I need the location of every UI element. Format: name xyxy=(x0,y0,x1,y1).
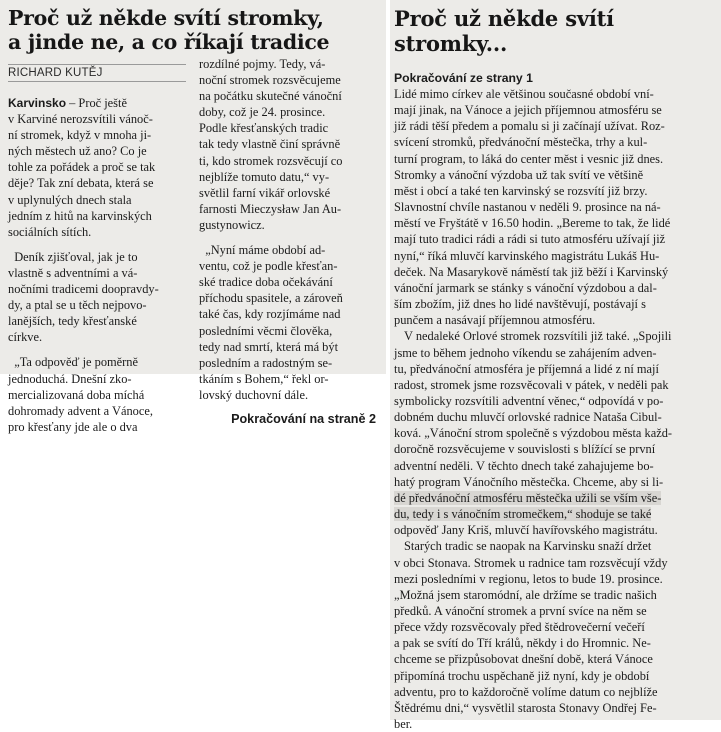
text-line: punčem a nasávají příjemnou atmosféru. xyxy=(394,313,596,328)
text-line: Slavnostní chvíle nastanou v neděli 9. prosince na ná- xyxy=(394,200,661,215)
text-line: Deník zjišťoval, jak je to xyxy=(14,249,138,264)
text-line: hatý program Vánočního městečka. Chceme, aby si li- xyxy=(394,474,664,489)
text-line: dé předvánoční atmosféru městečka užili se vším vše- xyxy=(394,490,662,505)
paragraph xyxy=(199,242,376,403)
text-line: Stromky a vánoční výzdoba už tak svítí ve většině xyxy=(394,167,644,182)
text-line: adventní neděli. V těchto dnech také zahajujeme bo- xyxy=(394,458,654,473)
headline-continuation xyxy=(394,6,715,56)
headline-line: Proč už někde svítí stromky, xyxy=(8,6,324,30)
text-line: předků. A vánoční stromek a první svíce na něm se xyxy=(394,604,647,618)
text-line: jednoduchá. Dnešní zko- xyxy=(8,371,132,386)
paragraph-lead xyxy=(8,95,185,240)
text-line: v Karviné nerozsvítili vánoč- xyxy=(8,112,153,127)
text-line: lovský duchovní dále. xyxy=(199,387,309,402)
text-line: radost, stromek jsme rozsvěcovali v pátek, v neděli pak xyxy=(394,377,669,392)
text-line: Štědrému dni,“ vysvětlil starosta Stonavy Ondřej Fe- xyxy=(394,700,657,715)
headline-line: Proč už někde svítí xyxy=(394,6,614,31)
headline-line: stromky... xyxy=(394,31,508,56)
article-clip-continuation xyxy=(390,0,721,732)
text-line: ber. xyxy=(394,717,413,732)
text-line: v uplynulých dnech stala xyxy=(8,192,132,207)
paragraph xyxy=(394,328,715,538)
text-line: také čas, kdy rozjímáme nad xyxy=(199,307,341,322)
text-line: Starých tradic se naopak na Karvinsku snaží držet xyxy=(404,539,652,554)
paragraph xyxy=(8,354,185,434)
text-line: ných městech už ano? Co je xyxy=(8,144,147,159)
text-line: doročně rozsvěcujeme v souvislosti s blížící se první xyxy=(394,442,656,457)
text-line: tu, předvánoční atmosféra je příjemná a lidé z ní mají xyxy=(394,361,659,376)
location-label: Karvinsko xyxy=(8,96,67,110)
paragraph xyxy=(199,56,376,233)
text-line: vlastně s adventními a vá- xyxy=(8,265,138,280)
text-line: posledními věcmi člověka, xyxy=(199,323,333,338)
text-line: farnosti Mieczysław Jan Au- xyxy=(199,201,342,216)
text-line: ším zbožím, již dnes ho lidé navštěvují, postávají s xyxy=(394,297,646,312)
text-line: nočními tradicemi doopravdy- xyxy=(8,282,159,297)
text-line: posledním a radostným se- xyxy=(199,355,333,370)
text-line: mercializovaná doba míchá xyxy=(8,387,145,402)
text-line: dohromady advent a Vánoce, xyxy=(8,403,153,418)
paragraph xyxy=(394,86,715,328)
continued-label: Pokračování na straně 2 xyxy=(231,411,376,426)
text-line: mají tuto tradici rádi a rádi si tuto atmosféru užívají již xyxy=(394,232,666,247)
text-line: rozdílné pojmy. Tedy, vá- xyxy=(199,57,326,71)
text-line: v obci Stonava. Stromek u radnice tam rozsvěcují vždy xyxy=(394,555,668,570)
text-line: symbolicky rozsvítili adventní věnec,“ odpovídá v po- xyxy=(394,393,664,408)
text-line: tak tedy vlastně činí správně xyxy=(199,137,341,152)
text-line: příchodu spasitele, a zároveň xyxy=(199,291,343,306)
text-line: du, tedy i s vánočním stromečkem,“ shoduje se také xyxy=(394,507,652,522)
article-column-2 xyxy=(199,56,376,435)
text-line: deček. Na Masarykově náměstí tak již běží i Karvinský xyxy=(394,264,669,279)
text-line: ti, kdo stromek rozsvěcují co xyxy=(199,153,343,168)
text-line: jedním z hitů na karvinských xyxy=(8,208,152,223)
text-line: „Nyní máme období ad- xyxy=(205,243,326,258)
text-line: noční stromek rozsvěcujeme xyxy=(199,73,341,88)
text-line: světlil farní vikář orlovské xyxy=(199,185,331,200)
text-line: sociálních sítích. xyxy=(8,224,92,239)
text-line: „Možná jsem staromódní, ale držíme se tradic našich xyxy=(394,587,657,602)
text-line: tedy nad smrtí, která má být xyxy=(199,339,339,354)
text-line: Lidé mimo církev ale většinou současné období vní- xyxy=(394,87,654,101)
text-line: gustynowicz. xyxy=(199,217,265,232)
text-line: dobném duchu mluvčí orlovské radnice Nataša Cibul- xyxy=(394,410,662,425)
article-column-1 xyxy=(8,86,185,435)
text-line: tkáním s Bohem,“ řekl or- xyxy=(199,371,329,386)
text-line: a pak se svítí do Tří králů, někdy i do Hromnic. Ne- xyxy=(394,636,651,651)
continued-from-label: Pokračování ze strany 1 xyxy=(394,71,533,85)
text-line: chceme se přizpůsobovat dnešní době, která Vánoce xyxy=(394,652,653,667)
text-line: Podle křesťanských tradic xyxy=(199,121,329,136)
text-line: nyní,“ říká mluvčí karvinského magistrátu Lukáš Hu- xyxy=(394,248,660,263)
text-line: mezi posledními v regionu, letos to bude 19. prosince. xyxy=(394,571,663,586)
text-line: již rádi těší předem a pomalu si ji začínají užívat. Roz- xyxy=(394,119,665,134)
text-line: V nedaleké Orlové stromek rozsvítili již také. „Spojili xyxy=(404,329,672,344)
text-line: „Ta odpověď je poměrně xyxy=(14,355,138,370)
byline: RICHARD KUTĚJ xyxy=(8,64,186,82)
continuation-body xyxy=(394,86,715,732)
text-line: tohle za pořádek a proč se tak xyxy=(8,160,156,175)
text-line: svícení stromků, předvánoční městečka, trhy a kul- xyxy=(394,135,648,150)
article-clip-front xyxy=(0,0,386,434)
text-line: děje? Tak zní debata, která se xyxy=(8,176,154,191)
text-line: přece vždy rozsvěcovaly před štědrovečerní večeří xyxy=(394,620,645,635)
text-line: jsme to během jednoho víkendu se zahájením adven- xyxy=(394,345,657,360)
headline-line: a jinde ne, a co říkají tradice xyxy=(8,30,330,54)
text-line: pro křesťany jde ale o dva xyxy=(8,419,138,434)
text-line: městí ve Fryštátě v 16.50 hodin. „Bereme to tak, že lidé xyxy=(394,216,671,231)
text-line: adventu, pro to každoročně volíme datum co nejblíže xyxy=(394,684,658,699)
text-line: ské tradice doba očekávání xyxy=(199,275,333,290)
text-line: ní stromek, když v mnoha ji- xyxy=(8,128,152,143)
paragraph xyxy=(8,249,185,346)
text-line: církve. xyxy=(8,330,43,345)
text-line: ková. „Vánoční strom společně s výzdobou města každ- xyxy=(394,426,673,441)
text-line: dy, a ptal se u těch nejpovo- xyxy=(8,298,147,313)
text-line: lanějších, tedy křesťanské xyxy=(8,314,137,329)
headline-front xyxy=(8,6,378,54)
text-line: na počátku skutečné vánoční xyxy=(199,89,342,104)
text-line: doby, což je 24. prosince. xyxy=(199,105,326,120)
text-line: mají jinak, na Vánoce a jejich příjemnou atmosféru se xyxy=(394,103,662,118)
text-line: turní program, to láká do center měst i vesnic již dnes. xyxy=(394,151,664,166)
text-line: vánoční jarmark se stánky s vánoční výzdobou a dal- xyxy=(394,280,657,295)
text-line: měst i obcí a také ten karvinský se rozsvítí již brzy. xyxy=(394,183,648,198)
text-line: připomíná trochu uspěchaně již nyní, kdy je období xyxy=(394,668,650,683)
text-line: odpověď Jany Kriš, mluvčí havířovského magistrátu. xyxy=(394,523,658,538)
text-line: ventu, což je podle křesťan- xyxy=(199,259,338,274)
text-line: – Proč ještě xyxy=(66,96,127,110)
paragraph xyxy=(394,538,715,732)
text-line: nejblíže tomuto datu,“ vy- xyxy=(199,169,330,184)
